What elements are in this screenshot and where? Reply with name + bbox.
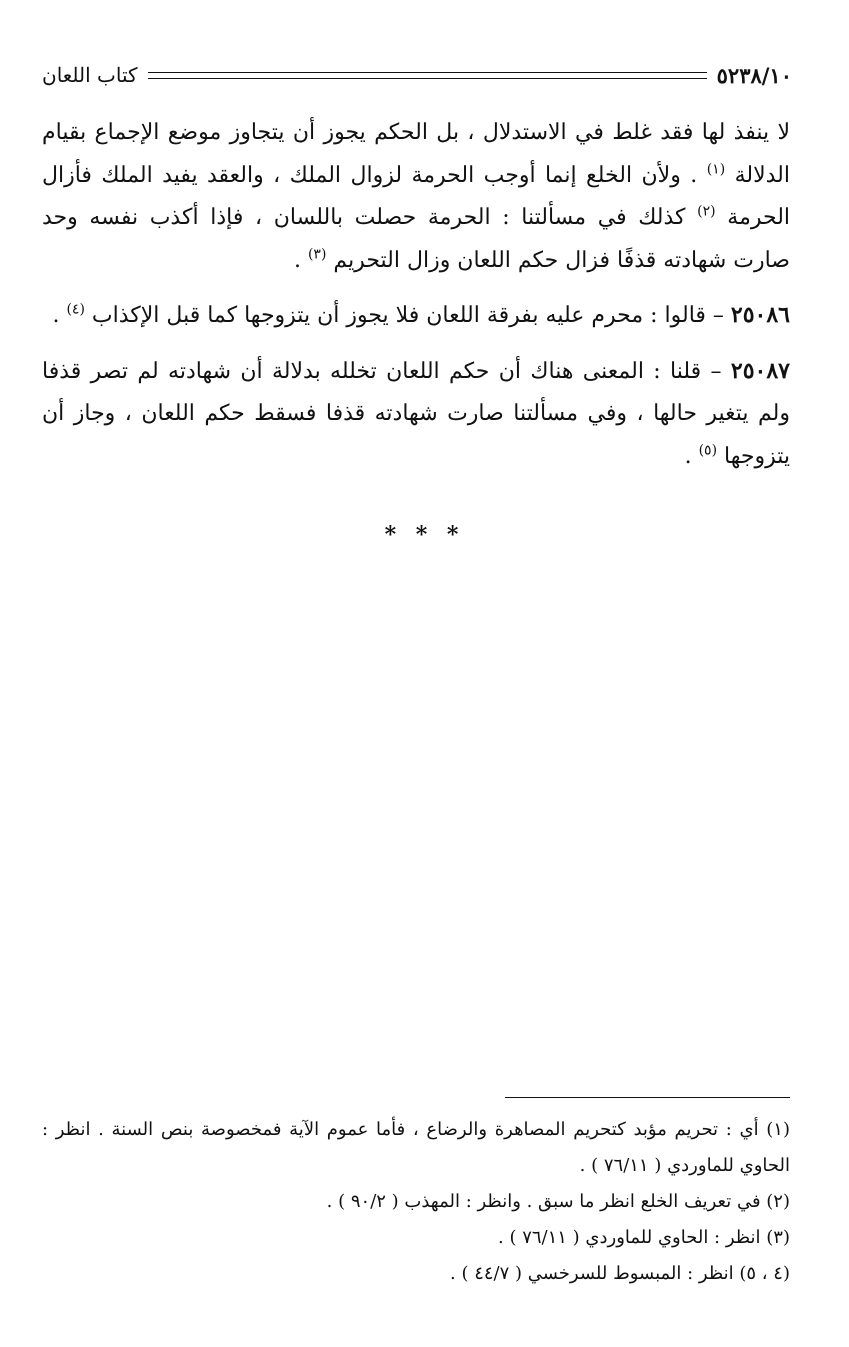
footnote-1: (١) أي : تحريم مؤبد كتحريم المصاهرة والرضاع ، فأما عموم الآية فمخصوصة بنص السنة . انظر : الحاوي للماوردي ( ٧٦/١١ ) . <box>42 1119 790 1176</box>
footnote-marker[interactable]: (٤) <box>66 301 85 318</box>
footnote-2: (٢) في تعريف الخلع انظر ما سبق . وانظر : المهذب ( ٩٠/٢ ) . <box>326 1191 790 1212</box>
running-header <box>42 58 792 92</box>
footnote-marker[interactable]: (٣) <box>307 246 327 263</box>
paragraph-text: كذلك في مسألتنا : الحرمة حصلت باللسان ، فإذا أكذب نفسه وحد صارت شهادته قذفًا فزال حكم اللعان وزال التحريم <box>42 205 790 273</box>
paragraph-continued <box>42 112 790 282</box>
paragraph-number: ٢٥٠٨٧ <box>730 357 790 384</box>
paragraph-text: – قالوا : محرم عليه بفرقة اللعان فلا يجوز أن يتزوجها كما قبل الإكذاب <box>91 303 724 328</box>
paragraph-end: . <box>293 247 301 273</box>
paragraph-text: – قلنا : المعنى هناك أن حكم اللعان تخلله بدلالة أن شهادته لم تصر قذفا ولم يتغير حالها ، وفي مسألتنا صارت شهادته قذفا فسقط حكم اللعان ، وجاز أن يتزوجها <box>42 358 791 469</box>
paragraph-number: ٢٥٠٨٦ <box>730 302 790 328</box>
paragraph-25086 <box>42 294 790 338</box>
footnote-marker[interactable]: (١) <box>706 161 726 178</box>
footnote-marker[interactable]: (٢) <box>697 203 716 220</box>
paragraph-end: . <box>52 303 60 328</box>
footnotes <box>42 1112 790 1292</box>
book-title: كتاب اللعان <box>42 63 138 87</box>
paragraph-text: . ولأن الخلع إنما أوجب الحرمة لزوال الملك ، والعقد يفيد الملك فأزال الحرمة <box>42 162 791 230</box>
main-text <box>42 112 790 490</box>
paragraph-text: لا ينفذ لها فقد غلط في الاستدلال ، بل الحكم يجوز أن يتجاوز موضع الإجماع بقيام الدلالة <box>42 120 791 188</box>
header-double-rule <box>148 72 707 79</box>
footnote-4-5: (٤ ، ٥) انظر : المبسوط للسرخسي ( ٤٤/٧ ) . <box>450 1263 790 1284</box>
footnote-3: (٣) انظر : الحاوي للماوردي ( ٧٦/١١ ) . <box>498 1227 790 1248</box>
section-separator: * * * <box>384 522 465 548</box>
footnote-marker[interactable]: (٥) <box>698 442 718 459</box>
paragraph-25087 <box>42 350 790 479</box>
paragraph-end: . <box>684 443 692 469</box>
footnote-divider <box>505 1097 790 1098</box>
page-reference: ٥٢٣٨/١٠ <box>716 62 792 88</box>
